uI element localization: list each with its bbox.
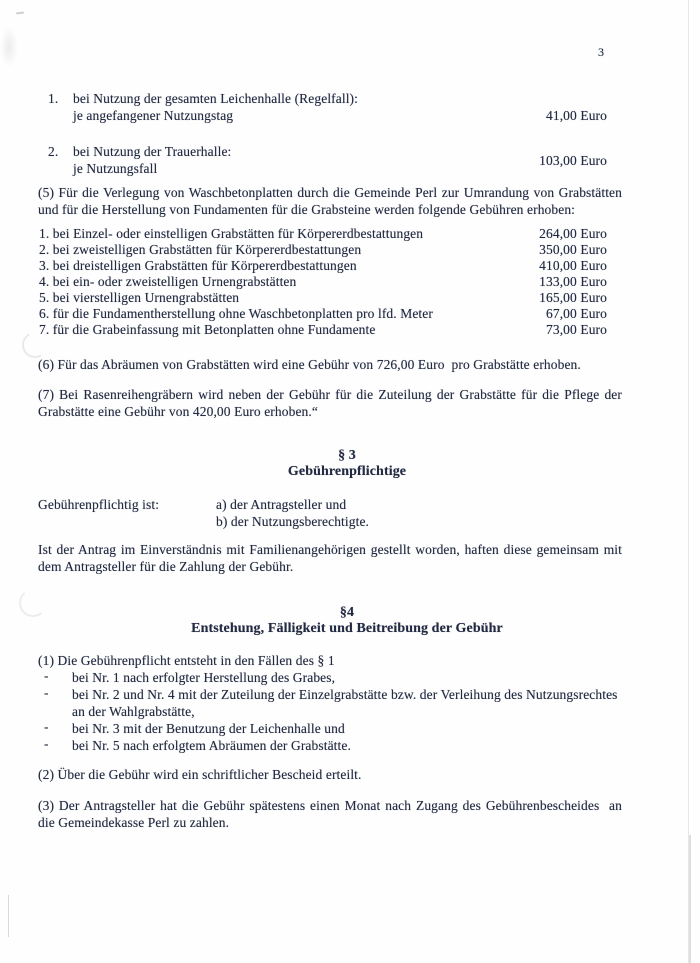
paragraph-7: (7) Bei Rasenreihengräbern wird neben der Gebühr für die Zuteilung der Grabstätte für die Pflege der Grabstätte eine Gebühr von 420,00 Euro erhoben.“ (38, 387, 626, 419)
section-3-item-b: b) der Nutzungsberechtigte. (216, 514, 370, 529)
fee-label: 1. bei Einzel- oder einstelligen Grabstätten für Körpererdbestattungen (39, 226, 424, 241)
section-3-paragraph: Ist der Antrag im Einverständnis mit Familienangehörigen gestellt worden, haften diese gemeinsam mit dem Antragsteller für die Zahlung der Gebühr. (38, 542, 626, 574)
fee-label: 4. bei ein- oder zweistelligen Urnengrabstätten (39, 274, 297, 289)
item-line2: je angefangener Nutzungstag (73, 108, 234, 123)
page-number: 3 (598, 45, 605, 59)
list-item-trauerhalle (48, 143, 607, 177)
fee-label: 3. bei dreistelligen Grabstätten für Körpererdbestattungen (39, 258, 357, 273)
fee-amount: 73,00 Euro (546, 322, 607, 337)
fee-amount: 264,00 Euro (539, 226, 607, 241)
bullet-item (44, 669, 622, 686)
section-4-number: §4 (339, 605, 355, 620)
section-3-lead: Gebührenpflichtig ist: (38, 497, 160, 512)
item-line1: bei Nutzung der gesamten Leichenhalle (Regelfall): (73, 91, 359, 106)
bullet-item (44, 720, 622, 737)
fee-row (39, 226, 607, 242)
fee-row (39, 258, 607, 274)
section-4-paragraph-3: (3) Der Antragsteller hat die Gebühr spätestens einen Monat nach Zugang des Gebührenbescheides an die Gemeindekasse Perl zu zahlen. (38, 798, 626, 830)
fee-label: 6. für die Fundamentherstellung ohne Waschbetonplatten pro lfd. Meter (39, 306, 433, 321)
bullet-marker: - (44, 736, 49, 751)
bullet-marker: - (44, 719, 49, 734)
bullet-text: bei Nr. 3 mit der Benutzung der Leichenhalle und (72, 721, 345, 736)
fee-amount: 350,00 Euro (539, 242, 607, 257)
fee-amount: 133,00 Euro (539, 274, 607, 289)
fee-label: 7. für die Grabeinfassung mit Betonplatten ohne Fundamente (39, 322, 376, 337)
bullet-text: bei Nr. 2 und Nr. 4 mit der Zuteilung der Einzelgrabstätte bzw. der Verleihung des Nutzungsrechtes an der Wahlgrabstätte, (72, 687, 622, 719)
bullet-text: bei Nr. 5 nach erfolgtem Abräumen der Grabstätte. (72, 738, 351, 753)
fee-amount: 103,00 Euro (539, 153, 607, 168)
bullet-item (44, 737, 622, 754)
item-number: 1. (48, 91, 59, 106)
section-3-title: Gebührenpflichtige (287, 464, 407, 479)
fee-amount: 165,00 Euro (539, 290, 607, 305)
list-item-leichenhalle (48, 90, 607, 124)
fee-label: 2. bei zweistelligen Grabstätten für Körpererdbestattungen (39, 242, 362, 257)
paragraph-5: (5) Für die Verlegung von Waschbetonplatten durch die Gemeinde Perl zur Umrandung von Grabstätten und für die Herstellung von Fundamenten für die Grabsteine werden folgende Gebühren erhoben: (38, 185, 626, 217)
bullet-item (44, 686, 622, 720)
fee-row (39, 322, 607, 338)
fee-row (39, 306, 607, 322)
bullet-marker: - (44, 685, 49, 700)
fee-amount: 41,00 Euro (546, 108, 607, 123)
fee-row (39, 290, 607, 306)
fee-amount: 67,00 Euro (546, 306, 607, 321)
section-4-paragraph-1: (1) Die Gebührenpflicht entsteht in den Fällen des § 1 (38, 653, 335, 668)
section-3-number: § 3 (338, 448, 356, 463)
paragraph-6: (6) Für das Abräumen von Grabstätten wird eine Gebühr von 726,00 Euro pro Grabstätte erhoben. (38, 357, 581, 372)
section-3-item-a: a) der Antragsteller und (216, 497, 347, 512)
fee-amount: 410,00 Euro (539, 258, 607, 273)
fee-label: 5. bei vierstelligen Urnengrabstätten (39, 290, 240, 305)
bullet-text: bei Nr. 1 nach erfolgter Herstellung des Grabes, (72, 670, 336, 685)
item-line2: je Nutzungsfall (73, 161, 158, 176)
section-4-paragraph-2: (2) Über die Gebühr wird ein schriftlicher Bescheid erteilt. (38, 767, 362, 782)
item-line1: bei Nutzung der Trauerhalle: (73, 144, 232, 159)
fee-row (39, 242, 607, 258)
bullet-marker: - (44, 668, 49, 683)
fee-row (39, 274, 607, 290)
item-number: 2. (48, 144, 59, 159)
section-4-title: Entstehung, Fälligkeit und Beitreibung der Gebühr (191, 621, 503, 636)
